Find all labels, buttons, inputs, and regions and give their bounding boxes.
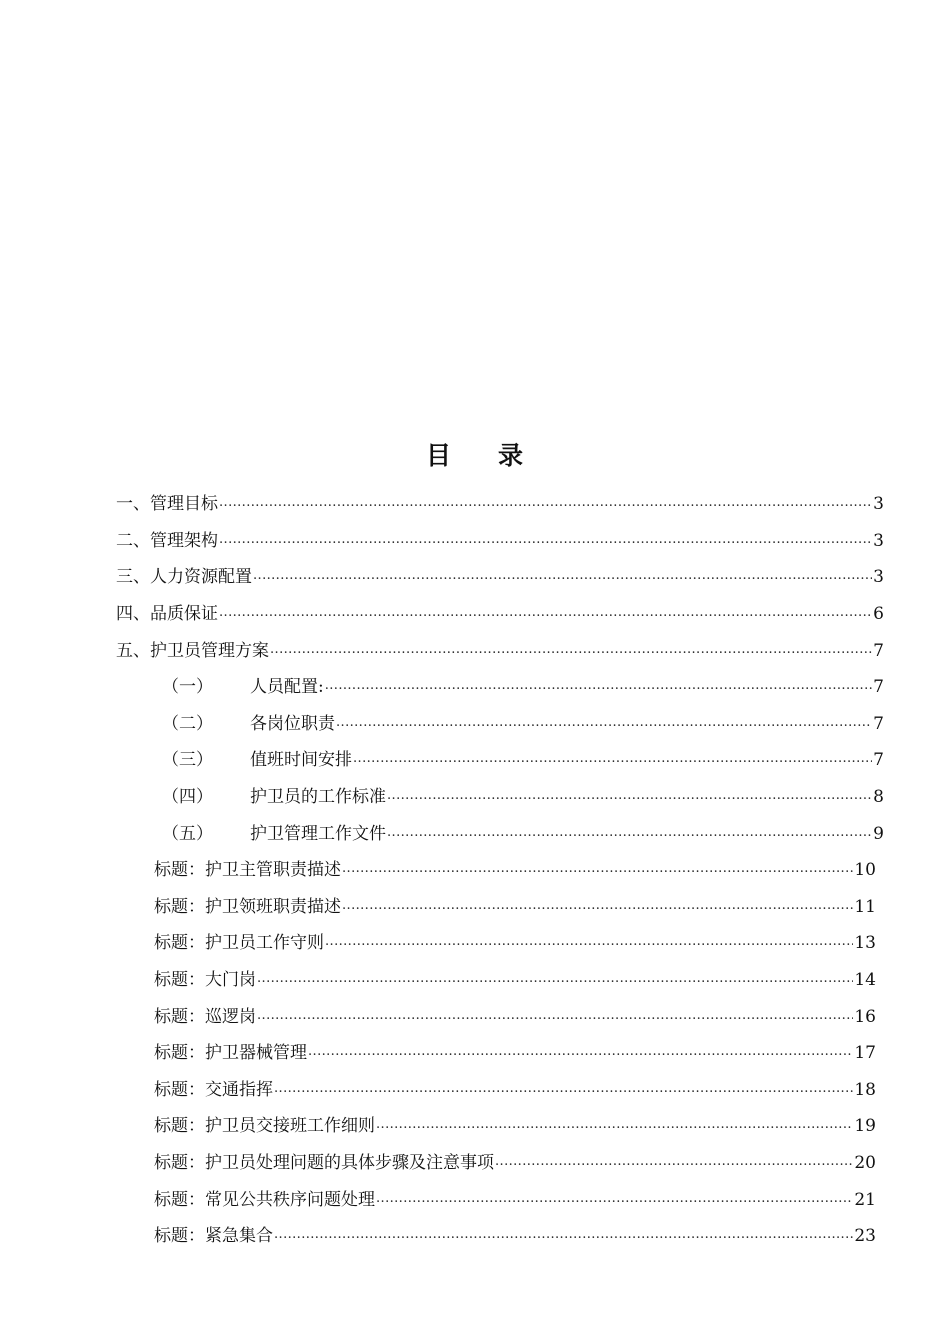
toc-entry-label: 值班时间安排 — [250, 750, 352, 771]
toc-entry-text — [154, 1080, 273, 1100]
toc-entry-label: 标题：常见公共秩序问题处理 — [154, 1189, 375, 1210]
toc-entry-text — [162, 714, 335, 734]
toc-entry-label: 护卫员的工作标准 — [250, 787, 386, 808]
toc-dot-leader — [376, 1190, 853, 1210]
toc-entry-text — [154, 1007, 256, 1027]
toc-entry-label: 标题：护卫器械管理 — [154, 1043, 307, 1064]
toc-entry-marker: （四） — [162, 787, 213, 808]
toc-entry[interactable] — [116, 998, 884, 1035]
toc-entry-text — [154, 860, 341, 880]
toc-entry[interactable] — [116, 1181, 884, 1218]
toc-page-number: 13 — [854, 933, 876, 954]
toc-entry-marker: （五） — [162, 823, 213, 844]
toc-entry-text — [116, 494, 218, 514]
toc-entry[interactable] — [116, 1035, 884, 1072]
toc-page-number: 7 — [873, 677, 884, 698]
toc-entry-label: 一、管理目标 — [116, 494, 218, 515]
toc-entry-label: 标题：紧急集合 — [154, 1226, 273, 1247]
toc-page-number: 14 — [854, 970, 876, 991]
toc-title — [0, 436, 950, 472]
toc-page-number: 7 — [873, 750, 884, 771]
toc-entry-label: 护卫管理工作文件 — [250, 823, 386, 844]
toc-entry[interactable] — [116, 779, 884, 816]
toc-entry[interactable] — [116, 1072, 884, 1109]
toc-dot-leader — [308, 1043, 853, 1063]
toc-dot-leader — [342, 897, 853, 917]
toc-entry-text — [154, 1153, 494, 1173]
toc-entry[interactable] — [116, 669, 884, 706]
toc-entry-label: 标题：护卫领班职责描述 — [154, 896, 341, 917]
toc-entry-text — [162, 787, 386, 807]
toc-page-number: 16 — [854, 1006, 876, 1027]
toc-entry-text — [116, 531, 218, 551]
toc-entry-text — [154, 1043, 307, 1063]
toc-entry-text — [162, 824, 386, 844]
toc-entry[interactable] — [116, 889, 884, 926]
toc-entry[interactable] — [116, 925, 884, 962]
toc-dot-leader — [376, 1116, 853, 1136]
toc-dot-leader — [270, 641, 872, 661]
toc-list — [116, 486, 884, 1254]
toc-entry-label: 二、管理架构 — [116, 530, 218, 551]
toc-entry-marker: （二） — [162, 713, 213, 734]
toc-entry[interactable] — [116, 742, 884, 779]
toc-page-number: 7 — [873, 640, 884, 661]
toc-entry-label: 各岗位职责 — [250, 713, 335, 734]
toc-entry-marker: （一） — [162, 677, 213, 698]
toc-dot-leader — [495, 1153, 853, 1173]
toc-dot-leader — [219, 604, 872, 624]
toc-entry-label: 人员配置: — [250, 677, 324, 698]
toc-dot-leader — [257, 970, 853, 990]
toc-entry-text — [154, 1226, 273, 1246]
toc-entry-label: 标题：大门岗 — [154, 970, 256, 991]
toc-entry[interactable] — [116, 852, 884, 889]
toc-title-right: 录 — [498, 441, 525, 470]
toc-page-number: 3 — [873, 494, 884, 515]
toc-entry[interactable] — [116, 1108, 884, 1145]
toc-entry-text — [116, 604, 218, 624]
toc-entry-label: 标题：护卫主管职责描述 — [154, 860, 341, 881]
toc-page-number: 20 — [854, 1152, 876, 1173]
toc-entry[interactable] — [116, 815, 884, 852]
toc-entry[interactable] — [116, 632, 884, 669]
toc-entry[interactable] — [116, 486, 884, 523]
toc-page-number: 17 — [854, 1043, 876, 1064]
toc-entry[interactable] — [116, 1145, 884, 1182]
toc-entry-label: 四、品质保证 — [116, 604, 218, 625]
toc-entry-label: 标题：护卫员工作守则 — [154, 933, 324, 954]
toc-entry-text — [154, 1116, 375, 1136]
toc-page-number: 9 — [873, 823, 884, 844]
toc-page-number: 10 — [854, 860, 876, 881]
toc-entry-text — [162, 750, 352, 770]
toc-dot-leader — [274, 1080, 853, 1100]
toc-entry-text — [162, 677, 324, 697]
toc-dot-leader — [274, 1226, 853, 1246]
toc-entry-text — [154, 933, 324, 953]
toc-dot-leader — [387, 787, 872, 807]
toc-page-number: 3 — [873, 530, 884, 551]
toc-entry-text — [154, 1190, 375, 1210]
toc-dot-leader — [219, 494, 872, 514]
toc-dot-leader — [219, 531, 872, 551]
toc-entry-label: 标题：交通指挥 — [154, 1079, 273, 1100]
toc-page-number: 7 — [873, 713, 884, 734]
toc-entry[interactable] — [116, 706, 884, 743]
toc-entry-text — [154, 897, 341, 917]
toc-entry[interactable] — [116, 596, 884, 633]
toc-entry-label: 三、人力资源配置 — [116, 567, 252, 588]
toc-dot-leader — [325, 933, 853, 953]
toc-dot-leader — [353, 750, 872, 770]
toc-page-number: 3 — [873, 567, 884, 588]
toc-dot-leader — [336, 714, 872, 734]
toc-page-number: 18 — [854, 1079, 876, 1100]
toc-dot-leader — [253, 567, 872, 587]
toc-page-number: 6 — [873, 604, 884, 625]
toc-entry[interactable] — [116, 1218, 884, 1255]
toc-entry[interactable] — [116, 962, 884, 999]
toc-page-number: 11 — [854, 896, 876, 917]
toc-entry[interactable] — [116, 523, 884, 560]
toc-entry-label: 标题：巡逻岗 — [154, 1006, 256, 1027]
toc-entry-label: 标题：护卫员交接班工作细则 — [154, 1116, 375, 1137]
toc-page-number: 21 — [854, 1189, 876, 1210]
toc-entry-label: 标题：护卫员处理问题的具体步骤及注意事项 — [154, 1152, 494, 1173]
toc-page-number: 19 — [854, 1116, 876, 1137]
toc-entry-label: 五、护卫员管理方案 — [116, 640, 269, 661]
toc-page-number: 23 — [854, 1226, 876, 1247]
toc-page-number: 8 — [873, 787, 884, 808]
toc-entry-text — [116, 567, 252, 587]
toc-entry-marker: （三） — [162, 750, 213, 771]
toc-dot-leader — [257, 1007, 853, 1027]
toc-dot-leader — [387, 824, 872, 844]
toc-dot-leader — [342, 860, 853, 880]
toc-entry-text — [116, 641, 269, 661]
toc-title-left: 目 — [425, 441, 452, 470]
toc-dot-leader — [325, 677, 872, 697]
toc-entry-text — [154, 970, 256, 990]
toc-entry[interactable] — [116, 559, 884, 596]
